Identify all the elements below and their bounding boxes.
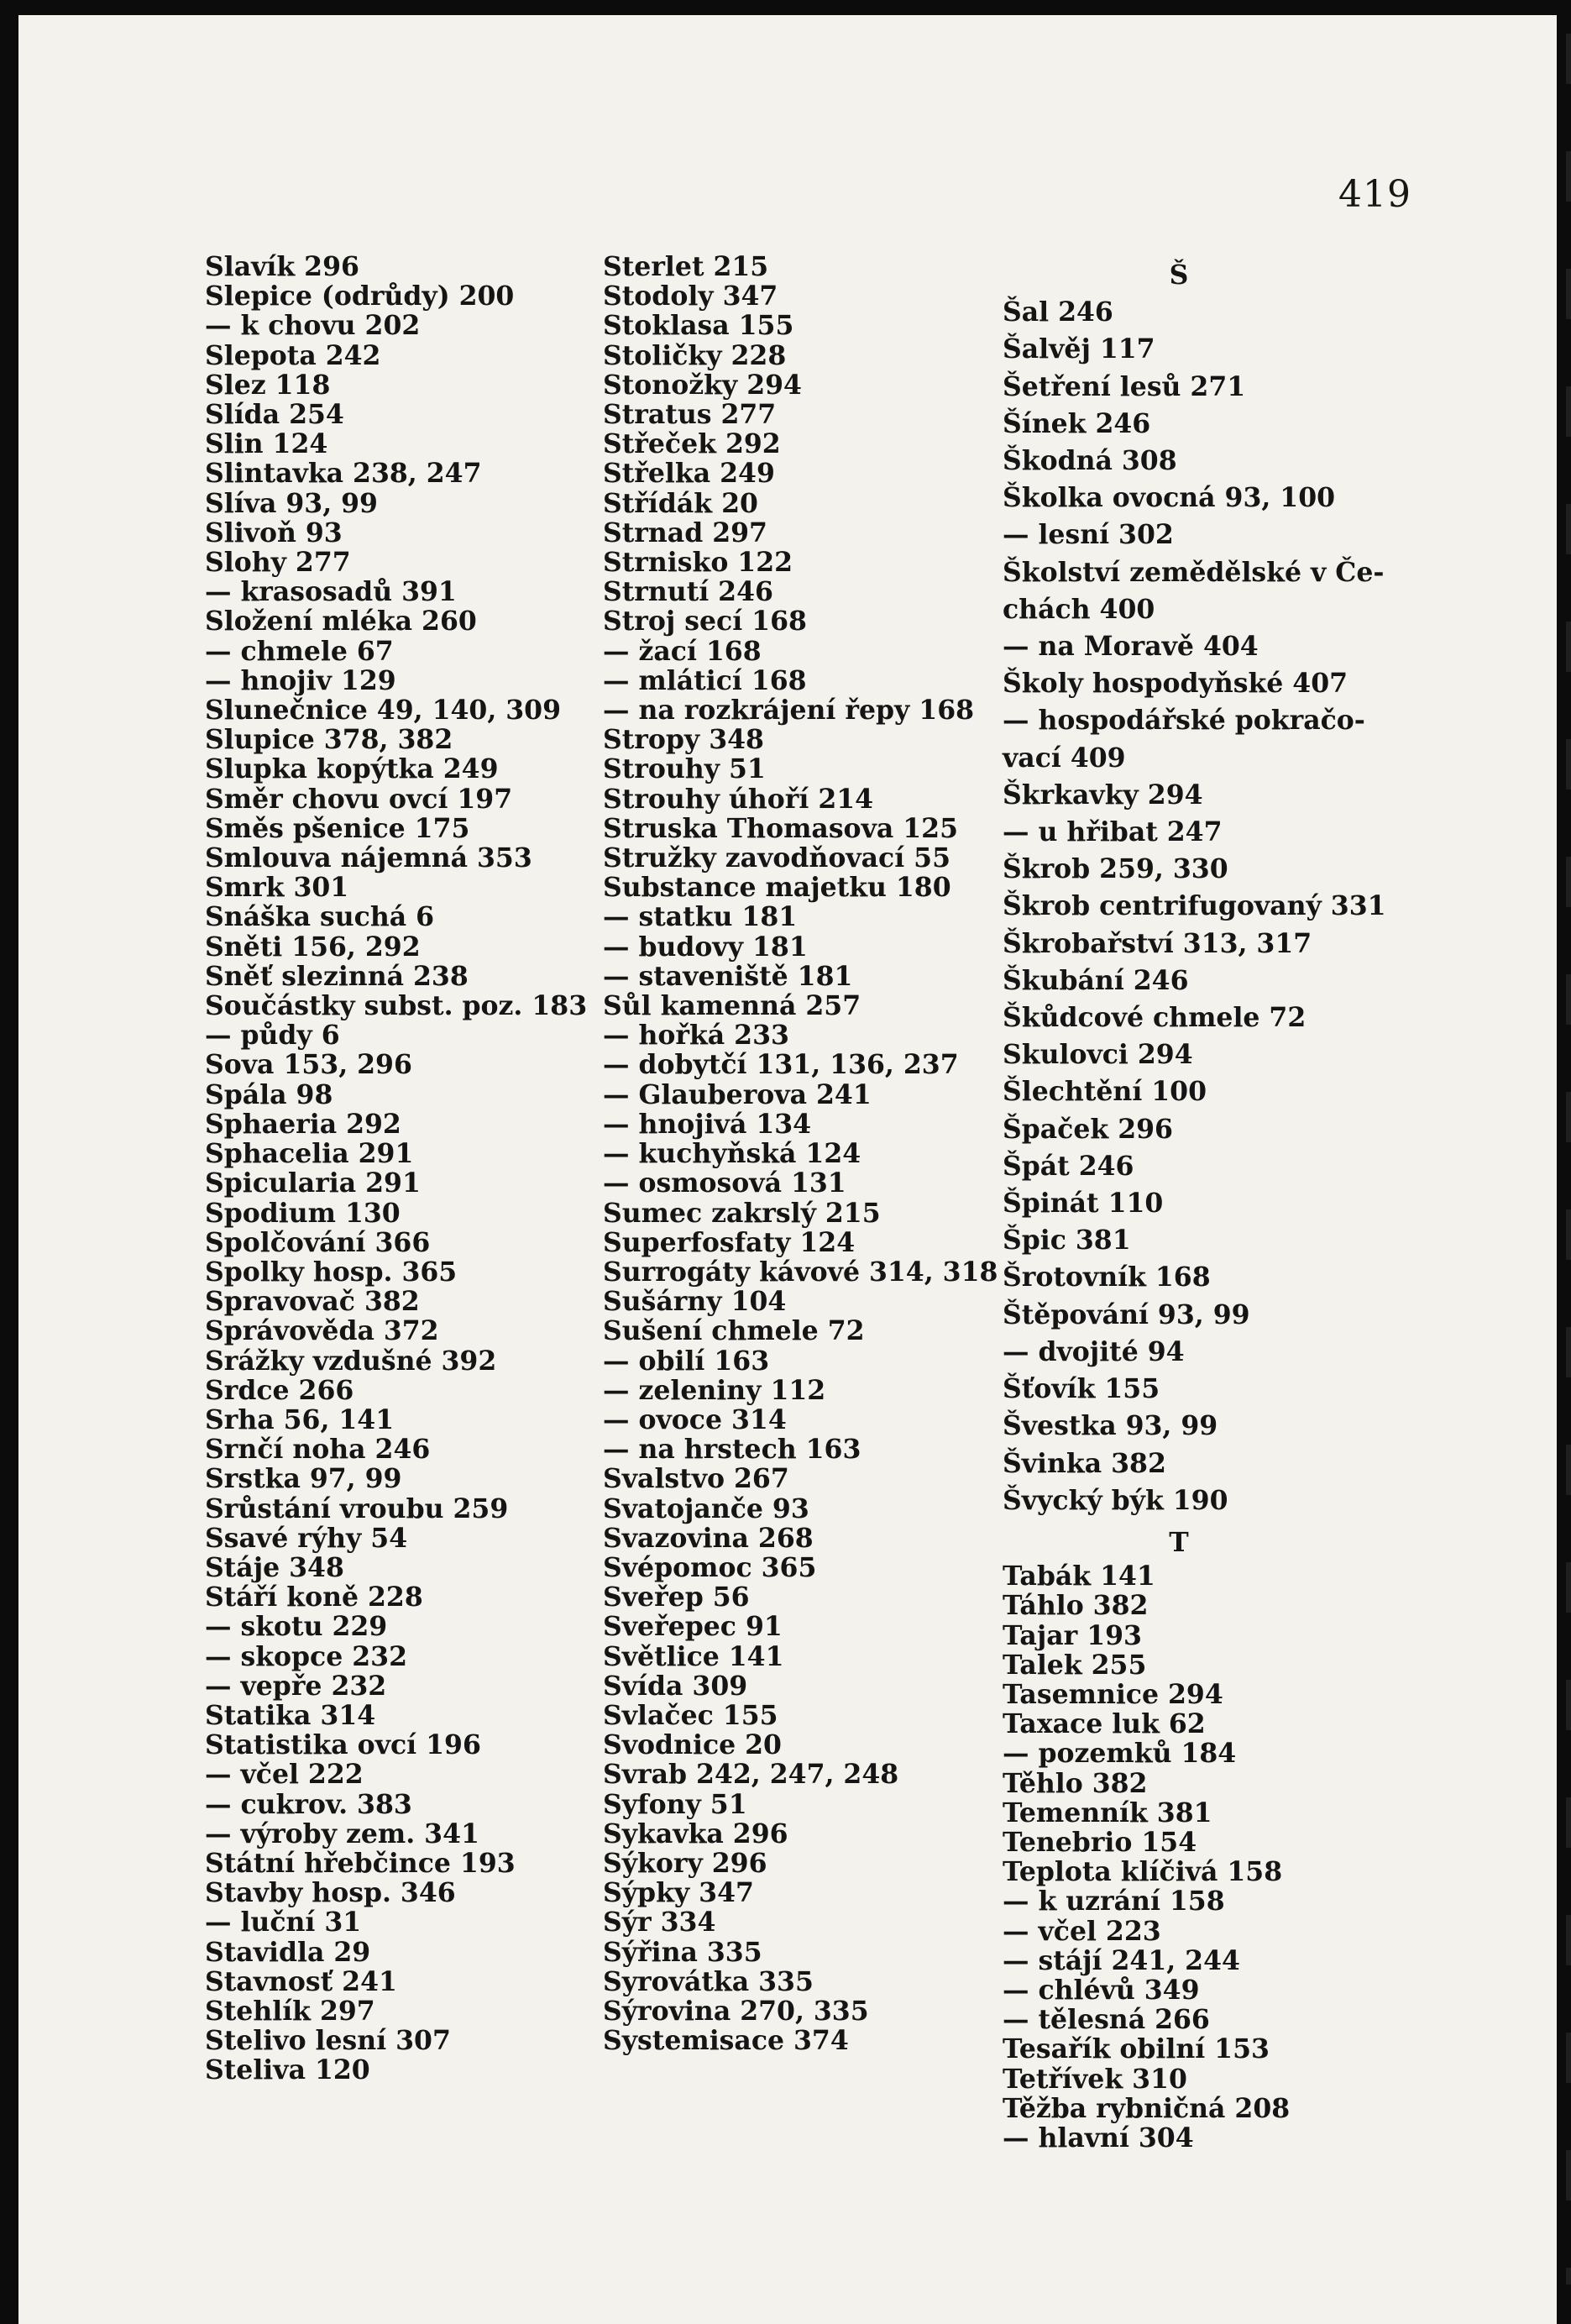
index-entry: Špaček 296 xyxy=(1003,1113,1173,1145)
index-entry: Smlouva nájemná 353 xyxy=(205,842,532,874)
index-entry: — skotu 229 xyxy=(205,1611,388,1643)
index-entry: Slupka kopýtka 249 xyxy=(205,753,499,785)
index-entry: Svída 309 xyxy=(603,1670,748,1702)
index-entry: — vepře 232 xyxy=(205,1670,387,1702)
index-entry: Srha 56, 141 xyxy=(205,1403,395,1435)
index-entry: Šťovík 155 xyxy=(1003,1373,1160,1405)
index-entry: Spála 98 xyxy=(205,1078,333,1110)
index-entry: Stoličky 228 xyxy=(603,339,787,371)
index-entry: Teplota klíčivá 158 xyxy=(1003,1856,1283,1888)
index-entry: Skulovci 294 xyxy=(1003,1039,1193,1071)
index-entry: Střídák 20 xyxy=(603,487,758,519)
index-entry: Škrob 259, 330 xyxy=(1003,853,1228,885)
index-entry: — u hřibat 247 xyxy=(1003,816,1223,848)
index-entry: — včel 222 xyxy=(205,1759,364,1791)
index-entry: Sýkory 296 xyxy=(603,1847,767,1879)
index-entry: — na rozkrájení řepy 168 xyxy=(603,695,975,727)
index-entry: Syrovátka 335 xyxy=(603,1965,814,1997)
index-entry: Těhlo 382 xyxy=(1003,1767,1148,1799)
index-entry: Škodná 308 xyxy=(1003,445,1177,477)
index-entry: Slivoň 93 xyxy=(205,517,343,548)
index-entry: Šlechtění 100 xyxy=(1003,1076,1207,1108)
index-entry: Systemisace 374 xyxy=(603,2025,849,2057)
index-entry: Svazovina 268 xyxy=(603,1522,814,1554)
index-entry: Stavnosť 241 xyxy=(205,1965,397,1997)
index-entry: Taxace luk 62 xyxy=(1003,1708,1206,1740)
index-entry: Špic 381 xyxy=(1003,1225,1131,1256)
index-entry: — k uzrání 158 xyxy=(1003,1886,1225,1917)
index-entry: Stroj secí 168 xyxy=(603,606,807,637)
index-entry: — včel 223 xyxy=(1003,1915,1161,1947)
index-entry: Šrotovník 168 xyxy=(1003,1262,1211,1293)
index-entry: — chlévů 349 xyxy=(1003,1974,1200,2006)
index-entry: — budovy 181 xyxy=(603,931,808,963)
index-entry: Struska Thomasova 125 xyxy=(603,812,959,844)
index-entry: — výroby zem. 341 xyxy=(205,1818,479,1849)
index-entry: Školka ovocná 93, 100 xyxy=(1003,482,1336,514)
index-entry: Svrab 242, 247, 248 xyxy=(603,1759,899,1791)
index-entry: Slunečnice 49, 140, 309 xyxy=(205,695,562,727)
index-entry: Slída 254 xyxy=(205,399,344,431)
index-entry: Šetření lesů 271 xyxy=(1003,370,1246,402)
index-entry: Táhlo 382 xyxy=(1003,1590,1149,1622)
index-entry: Sumec zakrslý 215 xyxy=(603,1197,881,1229)
index-entry: — luční 31 xyxy=(205,1907,362,1938)
index-entry: Štěpování 93, 99 xyxy=(1003,1298,1250,1330)
index-entry: Slin 124 xyxy=(205,428,328,460)
index-entry: Sykavka 296 xyxy=(603,1818,788,1849)
page-number: 419 xyxy=(1338,173,1411,216)
index-entry: Špinát 110 xyxy=(1003,1188,1164,1220)
index-entry: — skopce 232 xyxy=(205,1640,408,1672)
index-entry: Stáří koně 228 xyxy=(205,1582,423,1613)
index-entry: — hlavní 304 xyxy=(1003,2122,1194,2154)
book-page xyxy=(18,15,1557,2324)
index-entry: Sušení chmele 72 xyxy=(603,1315,865,1347)
index-entry: — hnojiv 129 xyxy=(205,664,396,696)
index-entry: Srnčí noha 246 xyxy=(205,1434,431,1466)
index-entry: Šínek 246 xyxy=(1003,407,1151,439)
index-entry: Svépomoc 365 xyxy=(603,1551,817,1583)
index-entry: — k chovu 202 xyxy=(205,310,421,342)
index-entry: Slavík 296 xyxy=(205,251,359,282)
index-entry: Školství zemědělské v Če- xyxy=(1003,556,1385,588)
index-entry: Superfosfaty 124 xyxy=(603,1226,856,1258)
index-entry: — na Moravě 404 xyxy=(1003,631,1259,663)
index-entry: Školy hospodyňské 407 xyxy=(1003,668,1348,700)
index-entry: — kuchyňská 124 xyxy=(603,1138,861,1170)
index-entry: Škůdcové chmele 72 xyxy=(1003,1002,1307,1034)
index-entry: Srstka 97, 99 xyxy=(205,1463,402,1495)
index-entry: Slintavka 238, 247 xyxy=(205,458,482,490)
index-entry: — dobytčí 131, 136, 237 xyxy=(603,1049,959,1081)
index-entry: — cukrov. 383 xyxy=(205,1788,412,1820)
index-entry: Temenník 381 xyxy=(1003,1797,1212,1828)
index-entry: Strnutí 246 xyxy=(603,576,773,608)
index-entry: Syfony 51 xyxy=(603,1788,747,1820)
index-entry: Stonožky 294 xyxy=(603,369,802,401)
index-entry: Státní hřebčince 193 xyxy=(205,1847,516,1879)
index-entry: Talek 255 xyxy=(1003,1649,1147,1681)
index-entry: vací 409 xyxy=(1003,742,1126,774)
index-entry: Stoklasa 155 xyxy=(603,310,794,342)
index-entry: Srůstání vroubu 259 xyxy=(205,1493,509,1524)
index-entry: Stodoly 347 xyxy=(603,281,778,312)
index-entry: Směs pšenice 175 xyxy=(205,812,470,844)
index-entry: Spodium 130 xyxy=(205,1197,401,1229)
index-entry: Slohy 277 xyxy=(205,547,351,579)
index-entry: Švycký býk 190 xyxy=(1003,1484,1228,1516)
index-entry: — ovoce 314 xyxy=(603,1403,787,1435)
index-entry: Sušárny 104 xyxy=(603,1286,787,1318)
index-entry: Sterlet 215 xyxy=(603,251,769,282)
index-entry: — krasosadů 391 xyxy=(205,576,457,608)
index-entry: — tělesná 266 xyxy=(1003,2004,1210,2036)
index-entry: — dvojité 94 xyxy=(1003,1335,1185,1367)
index-column-2 xyxy=(603,252,998,2055)
index-entry: Srdce 266 xyxy=(205,1374,354,1406)
index-entry: Strnisko 122 xyxy=(603,547,793,579)
index-entry: — staveniště 181 xyxy=(603,960,853,992)
index-column-3 xyxy=(1003,257,1386,2153)
index-entry: Tetřívek 310 xyxy=(1003,2063,1187,2095)
index-entry: Slez 118 xyxy=(205,369,331,401)
index-entry: Stavby hosp. 346 xyxy=(205,1877,456,1909)
index-column-1 xyxy=(205,252,587,2085)
index-entry: — zeleniny 112 xyxy=(603,1374,826,1406)
index-entry: Špát 246 xyxy=(1003,1150,1134,1182)
index-entry: Statistika ovcí 196 xyxy=(205,1729,481,1761)
section-heading-t: T xyxy=(1169,1526,1189,1558)
index-entry: Šal 246 xyxy=(1003,296,1113,328)
index-entry: — chmele 67 xyxy=(205,635,394,667)
index-entry: Stružky zavodňovací 55 xyxy=(603,842,950,874)
index-entry: Substance majetku 180 xyxy=(603,872,951,904)
index-entry: — obilí 163 xyxy=(603,1345,770,1377)
index-entry: Těžba rybničná 208 xyxy=(1003,2092,1291,2124)
index-entry: — hořká 233 xyxy=(603,1020,789,1052)
page-edge-shadow xyxy=(1566,34,1571,2285)
index-entry: Tabák 141 xyxy=(1003,1561,1155,1592)
index-entry: Švinka 382 xyxy=(1003,1447,1166,1479)
index-entry: Sveřep 56 xyxy=(603,1582,750,1613)
index-entry: — žací 168 xyxy=(603,635,762,667)
index-entry: Střelka 249 xyxy=(603,458,775,490)
index-entry: Svatojanče 93 xyxy=(603,1493,809,1524)
index-entry: Směr chovu ovcí 197 xyxy=(205,783,513,815)
index-entry: Snáška suchá 6 xyxy=(205,901,435,933)
index-entry: Škrobařství 313, 317 xyxy=(1003,927,1312,959)
index-entry: Sýrovina 270, 335 xyxy=(603,1995,869,2027)
index-entry: Sněti 156, 292 xyxy=(205,931,421,963)
index-entry: Stáje 348 xyxy=(205,1551,344,1583)
index-entry: Šalvěj 117 xyxy=(1003,333,1155,365)
index-entry: Tasemnice 294 xyxy=(1003,1678,1223,1710)
index-entry: Slepice (odrůdy) 200 xyxy=(205,281,515,312)
index-entry: — hnojivá 134 xyxy=(603,1108,812,1140)
index-entry: Škubání 246 xyxy=(1003,964,1189,996)
index-entry: Sýr 334 xyxy=(603,1907,716,1938)
index-entry: Svlačec 155 xyxy=(603,1699,778,1731)
index-entry: Součástky subst. poz. 183 xyxy=(205,990,588,1022)
index-entry: Sphacelia 291 xyxy=(205,1138,414,1170)
index-entry: Strnad 297 xyxy=(603,517,767,548)
index-entry: Sýpky 347 xyxy=(603,1877,754,1909)
index-entry: Sveřepec 91 xyxy=(603,1611,783,1643)
index-entry: Střeček 292 xyxy=(603,428,781,460)
index-entry: Strouhy úhoří 214 xyxy=(603,783,874,815)
index-entry: Spolky hosp. 365 xyxy=(205,1256,458,1288)
index-entry: — hospodářské pokračo- xyxy=(1003,705,1365,737)
index-entry: Surrogáty kávové 314, 318 xyxy=(603,1256,998,1288)
section-heading-s: Š xyxy=(1169,260,1189,291)
index-entry: Slíva 93, 99 xyxy=(205,487,378,519)
index-entry: Steliva 120 xyxy=(205,2054,370,2086)
index-section-t xyxy=(1003,1561,1386,2153)
index-entry: Smrk 301 xyxy=(205,872,349,904)
index-entry: Sýřina 335 xyxy=(603,1936,762,1968)
index-entry: — půdy 6 xyxy=(205,1020,340,1052)
index-entry: Tenebrio 154 xyxy=(1003,1826,1197,1858)
index-entry: Sova 153, 296 xyxy=(205,1049,412,1081)
index-entry: Spolčování 366 xyxy=(205,1226,431,1258)
index-entry: Stavidla 29 xyxy=(205,1936,371,1968)
index-entry: Tajar 193 xyxy=(1003,1619,1142,1651)
index-entry: Škrob centrifugovaný 331 xyxy=(1003,890,1386,922)
index-entry: — mláticí 168 xyxy=(603,664,807,696)
index-entry: Stelivo lesní 307 xyxy=(205,2025,451,2057)
index-entry: Strouhy 51 xyxy=(603,753,766,785)
index-entry: — osmosová 131 xyxy=(603,1167,846,1199)
index-entry: Spicularia 291 xyxy=(205,1167,421,1199)
index-section-s xyxy=(1003,294,1386,1519)
index-entry: — Glauberova 241 xyxy=(603,1078,872,1110)
index-entry: — lesní 302 xyxy=(1003,519,1174,551)
index-entry: Srážky vzdušné 392 xyxy=(205,1345,497,1377)
index-entry: Tesařík obilní 153 xyxy=(1003,2033,1270,2065)
index-entry: Slupice 378, 382 xyxy=(205,724,453,756)
index-entry: Ssavé rýhy 54 xyxy=(205,1522,408,1554)
index-entry: Stehlík 297 xyxy=(205,1995,375,2027)
index-entry: Sněť slezinná 238 xyxy=(205,960,469,992)
index-entry: Sphaeria 292 xyxy=(205,1108,401,1140)
index-entry: — na hrstech 163 xyxy=(603,1434,861,1466)
index-entry: Svodnice 20 xyxy=(603,1729,782,1761)
index-entry: Škrkavky 294 xyxy=(1003,779,1203,811)
index-entry: Sůl kamenná 257 xyxy=(603,990,861,1022)
index-entry: — pozemků 184 xyxy=(1003,1738,1237,1770)
index-entry: Stropy 348 xyxy=(603,724,764,756)
index-entry: Složení mléka 260 xyxy=(205,606,477,637)
index-entry: Správověda 372 xyxy=(205,1315,439,1347)
index-entry: Statika 314 xyxy=(205,1699,376,1731)
index-entry: — stájí 241, 244 xyxy=(1003,1944,1240,1976)
index-entry: Světlice 141 xyxy=(603,1640,784,1672)
index-entry: — statku 181 xyxy=(603,901,798,933)
index-entry: Slepota 242 xyxy=(205,339,381,371)
index-entry: Spravovač 382 xyxy=(205,1286,420,1318)
index-entry: chách 400 xyxy=(1003,593,1155,625)
index-entry: Švestka 93, 99 xyxy=(1003,1410,1218,1442)
index-entry: Svalstvo 267 xyxy=(603,1463,789,1495)
index-entry: Stratus 277 xyxy=(603,399,777,431)
